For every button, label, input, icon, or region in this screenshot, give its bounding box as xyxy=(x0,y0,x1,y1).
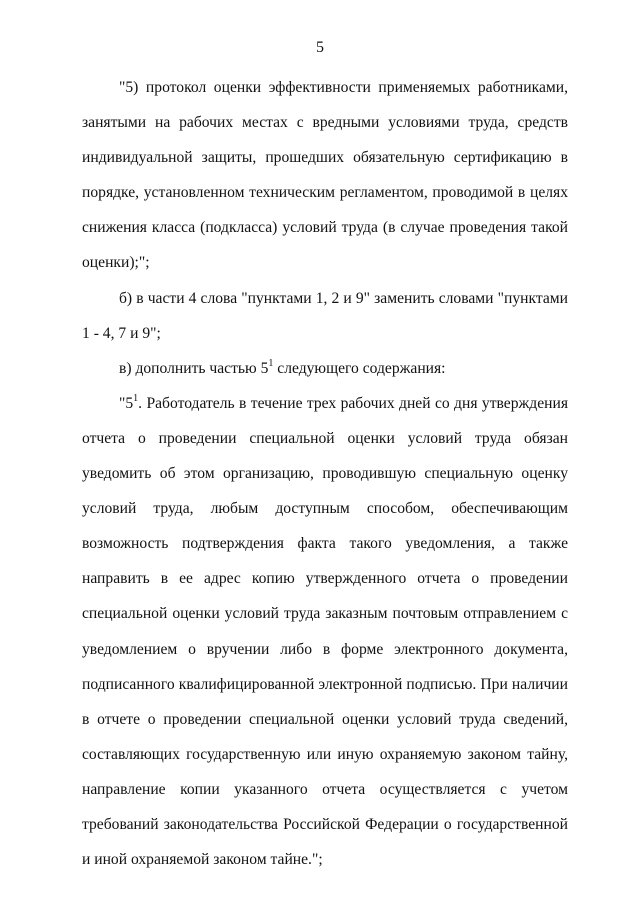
paragraph-amend-part-4: б) в части 4 слова "пунктами 1, 2 и 9" заменить словами "пунктами 1 - 4, 7 и 9"; xyxy=(82,289,568,342)
page-number: 5 xyxy=(316,39,324,56)
document-body xyxy=(82,70,568,877)
superscript-1: 1 xyxy=(133,392,139,404)
paragraph-part-5-1-text: . Работодатель в течение трех рабочих дней со дня утверждения отчета о проведении специальной оценки условий труда обязан уведомить об этом организацию, проводившую специальную оценку условий труда, любым доступным способом, обеспечивающим возможность подтверждения факта такого уведомления, а также направить в ее адрес копию утвержденного отчета о проведении специальной оценки условий труда заказным почтовым отправлением с уведомлением о вручении либо в форме электронного документа, подписанного квалифицированной электронной подписью. При наличии в отчете о проведении специальной оценки условий труда сведений, составляющих государственную или иную охраняемую законом тайну, направление копии указанного отчета осуществляется с учетом требований законодательства Российской Федерации о государственной и иной охраняемой законом тайне."; xyxy=(82,394,568,869)
paragraph-add-part-5-1-rest: следующего содержания: xyxy=(273,359,446,377)
paragraph-part-5-1-content xyxy=(82,386,568,877)
paragraph-add-part-5-1-text: в) дополнить частью 5 xyxy=(119,359,269,377)
superscript-1: 1 xyxy=(268,357,274,369)
paragraph-item-5-protocol: "5) протокол оценки эффективности применяемых работниками, занятыми на рабочих местах с вредными условиями труда, средств индивидуальной защиты, прошедших обязательную сертификацию в порядке, установленном техническим регламентом, проводимой в целях снижения класса (подкласса) условий труда (в случае проведения такой оценки);"; xyxy=(82,79,568,272)
paragraph-part-5-1-number: "5 xyxy=(119,394,134,412)
paragraph-add-part-5-1 xyxy=(82,351,568,386)
